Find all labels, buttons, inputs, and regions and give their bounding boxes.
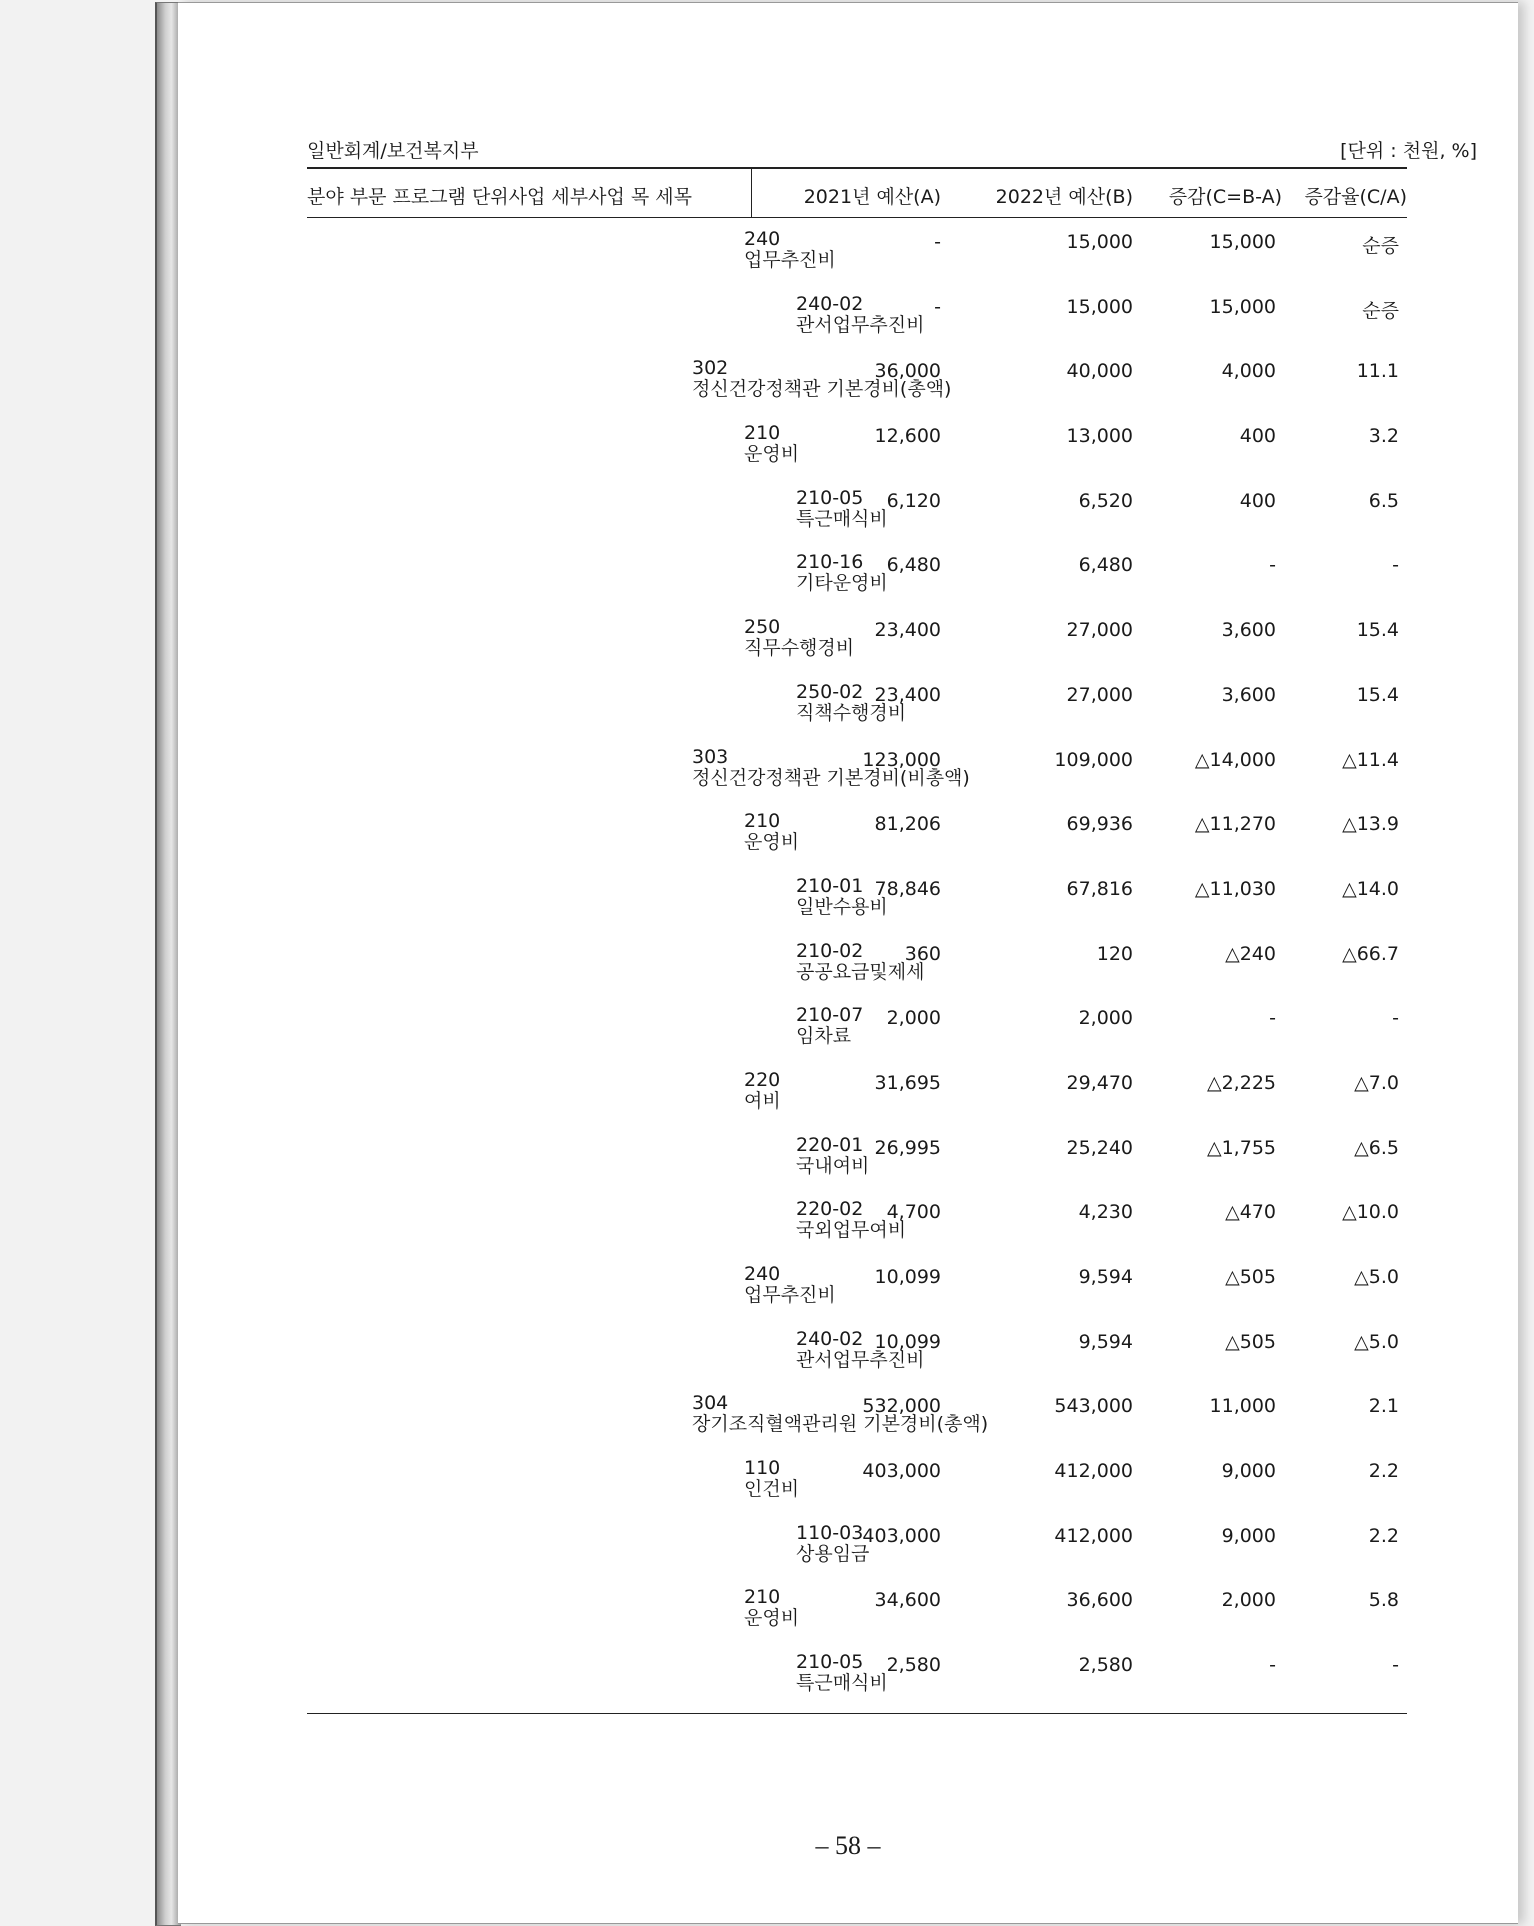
item-code: 250 (744, 616, 781, 639)
item-name: 운영비 (744, 831, 800, 854)
item-name: 특근매식비 (796, 1672, 888, 1695)
table-row (307, 874, 1407, 939)
rate-value: △7.0 (1354, 1071, 1399, 1094)
table-header-rule (307, 217, 1407, 218)
item-label (744, 1458, 799, 1500)
item-name: 관서업무추진비 (796, 313, 925, 336)
budget-2022-value: 6,520 (1078, 489, 1133, 512)
rate-value: △6.5 (1354, 1136, 1399, 1159)
change-value: △505 (1225, 1266, 1276, 1288)
item-name: 임차료 (796, 1025, 852, 1048)
rate-value: △10.0 (1342, 1201, 1399, 1224)
budget-2021-value: 2,580 (886, 1654, 941, 1677)
budget-2021-value: 403,000 (862, 1460, 941, 1483)
item-code: 302 (692, 357, 729, 380)
change-value: 2,000 (1221, 1589, 1276, 1612)
budget-2022-value: 29,470 (1066, 1071, 1133, 1094)
header-category: 분야 부문 프로그램 단위사업 세부사업 목 세목 (307, 186, 692, 208)
budget-table-body (307, 227, 1407, 1715)
item-name: 직무수행경비 (744, 637, 855, 660)
budget-2021-value: 12,600 (874, 425, 941, 448)
item-name: 국내여비 (796, 1154, 870, 1177)
item-name: 일반수용비 (796, 895, 888, 918)
rate-value: 15.4 (1356, 683, 1399, 706)
header-budget-2021: 2021년 예산(A) (803, 186, 941, 208)
budget-2022-value: 543,000 (1054, 1395, 1133, 1418)
page-number: – 58 – (815, 1831, 881, 1860)
item-code: 110-03 (796, 1521, 864, 1544)
budget-2021-value: 23,400 (874, 619, 941, 642)
table-row (307, 1650, 1407, 1715)
table-row (307, 421, 1407, 486)
rate-value: 2.1 (1368, 1395, 1399, 1418)
item-code: 220-02 (796, 1198, 864, 1221)
table-row (307, 680, 1407, 745)
rate-value: △11.4 (1342, 748, 1399, 771)
header-rate: 증감율(C/A) (1304, 186, 1407, 208)
item-code: 210-07 (796, 1004, 864, 1027)
table-row (307, 809, 1407, 874)
table-row (307, 356, 1407, 421)
item-code: 240-02 (796, 1327, 864, 1350)
change-value: 4,000 (1221, 360, 1276, 383)
budget-2021-value: 78,846 (874, 877, 941, 900)
change-value: △14,000 (1194, 748, 1276, 771)
item-code: 210-16 (796, 551, 864, 574)
budget-2022-value: 6,480 (1078, 554, 1133, 577)
item-code: 240-02 (796, 292, 864, 315)
rate-value: 5.8 (1368, 1589, 1399, 1612)
change-value: △240 (1225, 942, 1276, 965)
budget-2021-value: 81,206 (874, 813, 941, 836)
change-value: △505 (1225, 1330, 1276, 1353)
item-name: 업무추진비 (744, 1284, 836, 1306)
item-name: 인건비 (744, 1478, 800, 1501)
change-value: △11,270 (1194, 813, 1276, 836)
rate-value: - (1392, 1007, 1399, 1030)
budget-2021-value: 26,995 (874, 1136, 941, 1159)
budget-2022-value: 25,240 (1066, 1136, 1133, 1159)
change-value: △11,030 (1194, 877, 1276, 900)
rate-value: △5.0 (1354, 1330, 1399, 1353)
budget-2022-value: 27,000 (1066, 683, 1133, 706)
item-label (744, 811, 799, 853)
item-code: 110 (744, 1457, 781, 1480)
budget-2021-value: 6,120 (886, 489, 941, 512)
table-row (307, 486, 1407, 551)
budget-2022-value: 15,000 (1066, 231, 1133, 253)
budget-2021-value: 10,099 (874, 1330, 941, 1353)
budget-2021-value: 123,000 (862, 748, 941, 771)
item-name: 정신건강정책관 기본경비(비총액) (692, 766, 970, 789)
budget-2022-value: 67,816 (1066, 877, 1133, 900)
change-value: 9,000 (1221, 1524, 1276, 1547)
header-budget-2022: 2022년 예산(B) (995, 186, 1133, 208)
change-value: △1,755 (1206, 1136, 1276, 1159)
item-name: 공공요금및제세 (796, 960, 925, 983)
rate-value: 2.2 (1368, 1460, 1399, 1483)
change-value: 11,000 (1209, 1395, 1276, 1418)
item-code: 250-02 (796, 680, 864, 703)
account-label: 일반회계/보건복지부 (307, 140, 479, 162)
budget-2021-value: 403,000 (862, 1524, 941, 1547)
change-value: 15,000 (1209, 295, 1276, 318)
table-row (307, 1521, 1407, 1586)
rate-value: △5.0 (1354, 1266, 1399, 1288)
budget-2022-value: 120 (1096, 942, 1133, 965)
item-name: 직책수행경비 (796, 701, 907, 724)
budget-2022-value: 69,936 (1066, 813, 1133, 836)
document-page (178, 2, 1518, 1924)
change-value: △2,225 (1206, 1071, 1276, 1094)
table-row (307, 1456, 1407, 1521)
item-name: 여비 (744, 1089, 781, 1112)
budget-2021-value: 2,000 (886, 1007, 941, 1030)
budget-2022-value: 412,000 (1054, 1460, 1133, 1483)
rate-value: △66.7 (1342, 942, 1399, 965)
item-label (796, 552, 888, 594)
budget-2021-value: 10,099 (874, 1266, 941, 1288)
item-label (796, 1005, 863, 1047)
budget-2022-value: 9,594 (1078, 1330, 1133, 1353)
rate-value: △14.0 (1342, 877, 1399, 900)
table-row (307, 1262, 1407, 1327)
rate-value: 11.1 (1356, 360, 1399, 383)
table-row (307, 615, 1407, 680)
item-code: 210-05 (796, 1651, 864, 1674)
budget-2022-value: 4,230 (1078, 1201, 1133, 1224)
table-row (307, 1003, 1407, 1068)
header-divider (751, 169, 752, 217)
item-name: 기타운영비 (796, 572, 888, 595)
change-value: 400 (1239, 489, 1276, 512)
item-label (744, 229, 836, 271)
budget-2022-value: 15,000 (1066, 295, 1133, 318)
rate-value: 2.2 (1368, 1524, 1399, 1547)
item-code: 303 (692, 745, 729, 768)
item-name: 국외업무여비 (796, 1219, 907, 1242)
item-name: 운영비 (744, 443, 800, 466)
item-code: 220-01 (796, 1133, 864, 1156)
table-row (307, 550, 1407, 615)
item-label (796, 1652, 888, 1694)
budget-2022-value: 13,000 (1066, 425, 1133, 448)
table-row (307, 1585, 1407, 1650)
item-code: 210-05 (796, 486, 864, 509)
change-value: - (1269, 1654, 1276, 1677)
budget-2021-value: 6,480 (886, 554, 941, 577)
unit-label: [단위 : 천원, %] (1340, 140, 1477, 162)
rate-value: △13.9 (1342, 813, 1399, 836)
item-name: 정신건강정책관 기본경비(총액) (692, 378, 952, 401)
change-value: 400 (1239, 425, 1276, 448)
table-row (307, 745, 1407, 810)
item-label (692, 1393, 988, 1435)
item-code: 210 (744, 810, 781, 833)
budget-2022-value: 40,000 (1066, 360, 1133, 383)
item-label (744, 1070, 781, 1112)
table-row (307, 227, 1407, 292)
table-row (307, 1197, 1407, 1262)
budget-2021-value: - (934, 295, 941, 318)
table-header (307, 169, 1407, 217)
budget-2022-value: 9,594 (1078, 1266, 1133, 1288)
budget-2021-value: 36,000 (874, 360, 941, 383)
change-value: - (1269, 554, 1276, 577)
change-value: 3,600 (1221, 683, 1276, 706)
item-name: 상용임금 (796, 1542, 870, 1565)
table-row (307, 1068, 1407, 1133)
item-code: 240 (744, 1263, 781, 1285)
table-row (307, 292, 1407, 357)
rate-value: 6.5 (1368, 489, 1399, 512)
rate-value: - (1392, 1654, 1399, 1677)
change-value: - (1269, 1007, 1276, 1030)
budget-2021-value: 360 (904, 942, 941, 965)
item-name: 관서업무추진비 (796, 1348, 925, 1371)
budget-2022-value: 2,580 (1078, 1654, 1133, 1677)
change-value: 9,000 (1221, 1460, 1276, 1483)
item-code: 210 (744, 1586, 781, 1609)
table-row (307, 939, 1407, 1004)
budget-2022-value: 27,000 (1066, 619, 1133, 642)
change-value: 3,600 (1221, 619, 1276, 642)
change-value: △470 (1225, 1201, 1276, 1224)
item-code: 240 (744, 228, 781, 250)
table-row (307, 1327, 1407, 1392)
item-label (796, 1135, 869, 1177)
item-code: 220 (744, 1068, 781, 1091)
item-name: 특근매식비 (796, 507, 888, 530)
item-name: 업무추진비 (744, 249, 836, 271)
item-label (744, 1264, 836, 1306)
header-change: 증감(C=B-A) (1168, 186, 1282, 208)
budget-2021-value: - (934, 231, 941, 253)
table-bottom-rule (307, 1713, 1407, 1714)
budget-2021-value: 23,400 (874, 683, 941, 706)
rate-value: 순증 (1362, 299, 1399, 322)
budget-2021-value: 4,700 (886, 1201, 941, 1224)
item-label (744, 423, 799, 465)
budget-2021-value: 532,000 (862, 1395, 941, 1418)
change-value: 15,000 (1209, 231, 1276, 253)
table-row (307, 1133, 1407, 1198)
item-label (744, 1587, 799, 1629)
budget-2022-value: 2,000 (1078, 1007, 1133, 1030)
item-code: 210-02 (796, 939, 864, 962)
item-code: 210-01 (796, 874, 864, 897)
item-code: 304 (692, 1392, 729, 1415)
item-label (744, 617, 854, 659)
item-label (796, 294, 924, 336)
budget-2021-value: 31,695 (874, 1071, 941, 1094)
table-row (307, 1391, 1407, 1456)
rate-value: 순증 (1362, 235, 1399, 257)
budget-2021-value: 34,600 (874, 1589, 941, 1612)
item-name: 운영비 (744, 1607, 800, 1630)
rate-value: 15.4 (1356, 619, 1399, 642)
item-label (796, 1523, 869, 1565)
rate-value: - (1392, 554, 1399, 577)
item-name: 장기조직혈액관리원 기본경비(총액) (692, 1413, 989, 1436)
budget-2022-value: 36,600 (1066, 1589, 1133, 1612)
item-code: 210 (744, 422, 781, 445)
rate-value: 3.2 (1368, 425, 1399, 448)
budget-2022-value: 109,000 (1054, 748, 1133, 771)
item-label (796, 488, 888, 530)
budget-2022-value: 412,000 (1054, 1524, 1133, 1547)
